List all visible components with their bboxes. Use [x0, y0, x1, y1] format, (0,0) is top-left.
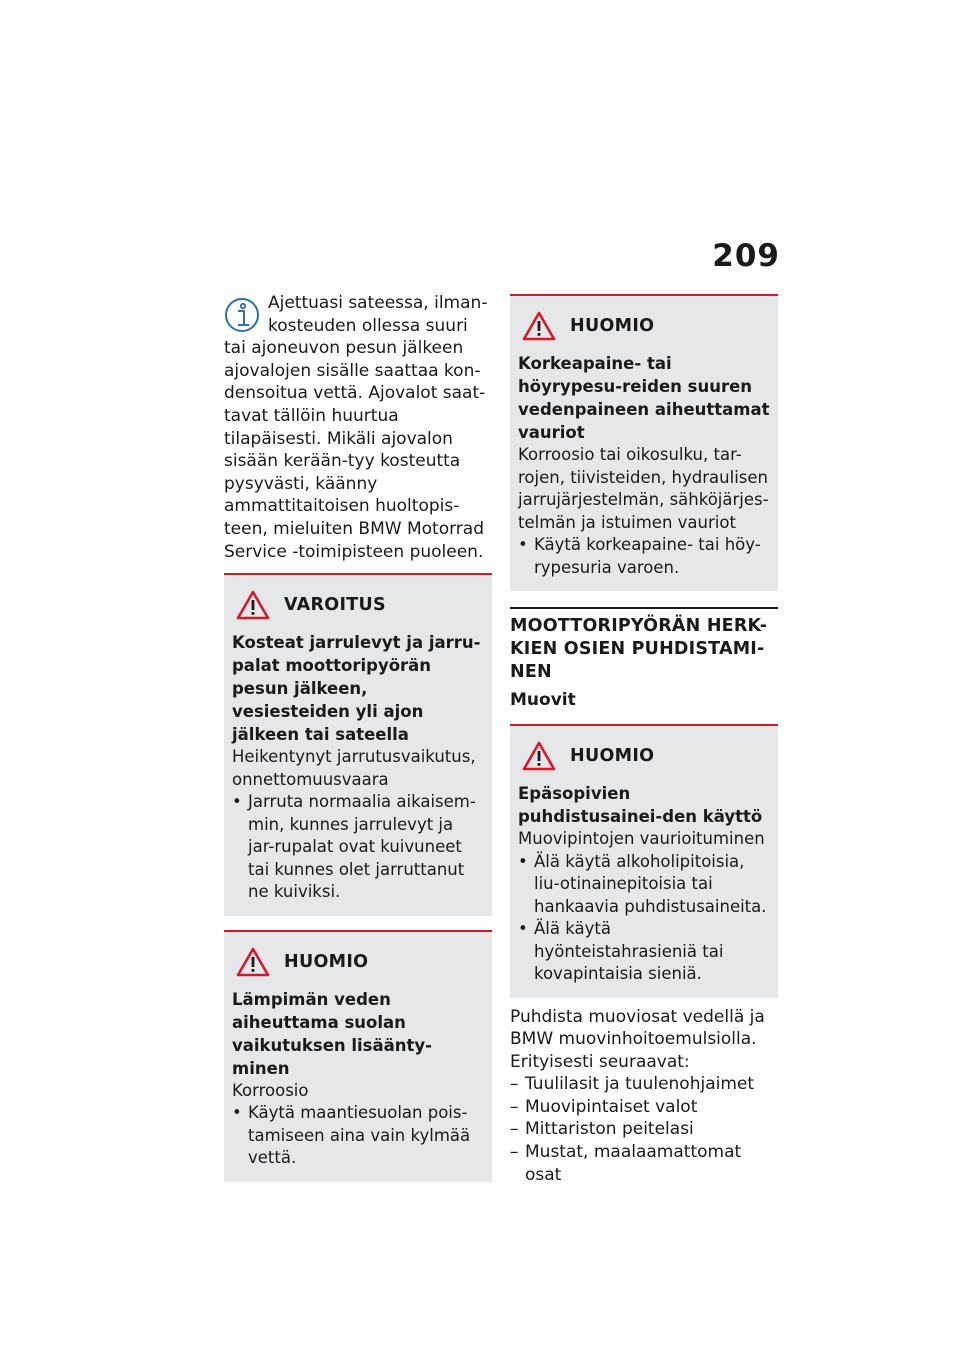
- info-text: [224, 292, 492, 563]
- caution-heading: Korkeapaine- tai höyrypesu-reiden suuren vedenpaineen aiheuttamat vauriot: [518, 354, 770, 442]
- warning-consequence: Heikentynyt jarrutusvaikutus, onnettomuusvaara: [232, 747, 476, 789]
- caution-action-item: • Käytä korkeapaine- tai höy-rypesuria varoen.: [518, 534, 770, 579]
- caution-actions: [518, 534, 770, 579]
- warning-triangle-icon: [522, 741, 556, 771]
- left-column: [224, 292, 492, 1182]
- caution-heading: Epäsopivien puhdistusainei-den käyttö: [518, 784, 763, 826]
- caution-action-item: • Älä käytä alkoholipitoisia, liu-otinainepitoisia tai hankaavia puhdistusaineita.: [518, 851, 770, 919]
- sub-title: Muovit: [510, 690, 576, 710]
- warning-triangle-icon: [236, 947, 270, 977]
- caution-heading: Lämpimän veden aiheuttama suolan vaikutuksen lisäänty-minen: [232, 989, 433, 1078]
- caution-actions: [232, 1102, 484, 1170]
- caution-box-header: [518, 740, 770, 772]
- caution-consequence: Korroosio tai oikosulku, tar-rojen, tiivisteiden, hydraulisen jarrujärjestelmän, sähköjärjes-telmän ja istuimen vauriot: [518, 445, 769, 532]
- warning-box-wet-brakes: [224, 573, 492, 916]
- info-line-2: kosteuden ollessa suuri: [268, 315, 468, 336]
- info-line-1: Ajettuasi sateessa, ilman-: [268, 293, 488, 313]
- caution-label: HUOMIO: [570, 746, 655, 766]
- info-icon: [224, 295, 264, 335]
- parts-list-item: – Tuulilasit ja tuulenohjaimet: [510, 1073, 778, 1096]
- info-body: tai ajoneuvon pesun jälkeen ajovalojen sisälle saattaa kon-densoitua vettä. Ajovalot saat-tavat tällöin huurtua tilapäisesti. Mikäli ajovalon sisään kerään-tyy kosteutta pysyvästi, käänny ammattitaitoisen huoltopis-teen, mieluiten BMW Motorrad Service -toimipisteen puoleen.: [224, 338, 486, 562]
- warning-action-item: • Jarruta normaalia aikaisem-min, kunnes jarrulevyt ja jar-rupalat ovat kuivuneet tai kunnes olet jarruttanut ne kuiviksi.: [232, 791, 484, 904]
- warning-triangle-icon: [522, 311, 556, 341]
- list-intro: Erityisesti seuraavat:: [510, 1051, 690, 1072]
- right-column: [510, 294, 778, 1186]
- warning-heading: Kosteat jarrulevyt ja jarru-palat moottoripyörän pesun jälkeen, vesiesteiden yli ajon jälkeen tai sateella: [232, 633, 481, 745]
- warning-actions: [232, 791, 484, 904]
- caution-label: HUOMIO: [570, 316, 655, 336]
- caution-action-item: • Käytä maantiesuolan pois-tamiseen aina vain kylmää vettä.: [232, 1102, 484, 1170]
- caution-label: HUOMIO: [284, 951, 369, 972]
- cleaning-paragraph: Puhdista muoviosat vedellä ja BMW muovinhoitoemulsiolla.: [510, 1006, 765, 1050]
- warning-triangle-icon: [236, 590, 270, 620]
- caution-box-pressure-washer: [510, 294, 778, 591]
- caution-consequence: Muovipintojen vaurioituminen: [518, 829, 765, 848]
- caution-box-header: [518, 310, 770, 342]
- section-title: MOOTTORIPYÖRÄN HERK-KIEN OSIEN PUHDISTAMI-NEN: [510, 607, 778, 684]
- caution-actions: [518, 851, 770, 986]
- warning-box-header: [232, 589, 484, 621]
- caution-action-item: • Älä käytä hyönteistahrasieniä tai kovapintaisia sieniä.: [518, 918, 770, 986]
- parts-list-item: – Mustat, maalaamattomat osat: [510, 1141, 778, 1186]
- parts-list-item: – Muovipintaiset valot: [510, 1096, 778, 1119]
- parts-list-item: – Mittariston peitelasi: [510, 1118, 778, 1141]
- page-number: 209: [712, 238, 780, 274]
- parts-list: [510, 1073, 778, 1186]
- caution-consequence: Korroosio: [232, 1080, 309, 1100]
- caution-box-warm-water: [224, 930, 492, 1182]
- warning-label: VAROITUS: [284, 595, 386, 616]
- caution-box-cleaning-agents: [510, 724, 778, 998]
- info-note: [224, 292, 492, 563]
- caution-box-header: [232, 946, 484, 978]
